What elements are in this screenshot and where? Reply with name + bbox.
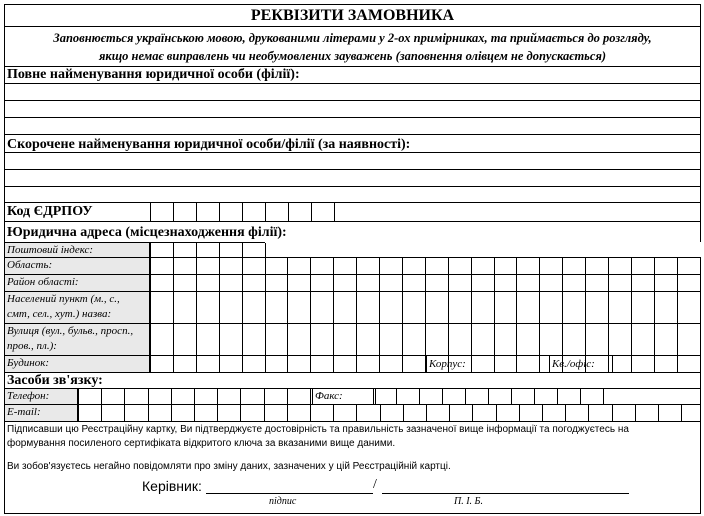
grid-cell-divider	[356, 324, 357, 355]
grid-cell-divider	[419, 389, 420, 404]
grid-cell-divider	[494, 275, 495, 291]
grid-cell-divider	[242, 356, 243, 372]
grid-cell-divider	[488, 389, 489, 404]
grid-cell-divider	[448, 356, 449, 372]
grid-cell-divider	[448, 258, 449, 274]
grid-cell-divider	[379, 356, 380, 372]
phone-fax-row	[5, 389, 700, 405]
grid-cell-divider	[242, 324, 243, 355]
building-label: Будинок:	[5, 356, 150, 372]
grid-cell-divider	[333, 292, 334, 323]
grid-cell-divider	[516, 324, 517, 355]
grid-cell-divider	[217, 405, 218, 421]
grid-cell-divider	[631, 356, 632, 372]
grid-cell-divider	[700, 258, 701, 274]
grid-cell-divider	[681, 405, 682, 421]
grid-cell-divider	[677, 275, 678, 291]
grid-cell-divider	[539, 275, 540, 291]
edrpou-cell-divider	[150, 203, 151, 221]
full-name-field-line-3[interactable]	[5, 118, 700, 135]
grid-cell-divider	[310, 275, 311, 291]
grid-cell-divider	[585, 324, 586, 355]
grid-cell-divider	[496, 405, 497, 421]
confirmation-note	[7, 423, 629, 451]
grid-cell-divider	[310, 292, 311, 323]
grid-cell-divider	[471, 275, 472, 291]
grid-cell-divider	[219, 356, 220, 372]
grid-cell-divider	[516, 356, 517, 372]
grid-cell-divider	[539, 356, 540, 372]
grid-cell-divider	[379, 258, 380, 274]
grid-cell-divider	[677, 324, 678, 355]
grid-cell-divider	[219, 243, 220, 257]
email-label: E-mail:	[5, 405, 78, 421]
grid-cell-divider	[539, 258, 540, 274]
grid-cell-divider	[700, 292, 701, 323]
grid-cell-divider	[287, 258, 288, 274]
grid-cell-divider	[379, 275, 380, 291]
edrpou-cell-divider	[265, 203, 266, 221]
short-name-field-line-1[interactable]	[5, 153, 700, 170]
grid-cell-divider	[173, 356, 174, 372]
grid-cell-divider	[562, 292, 563, 323]
grid-cell-divider	[425, 324, 426, 355]
grid-cell-divider	[380, 405, 381, 421]
grid-cell-divider	[631, 292, 632, 323]
grid-cell-divider	[124, 389, 125, 404]
grid-cell-divider	[534, 389, 535, 404]
street-label-line-2: пров., пл.):	[7, 340, 57, 352]
fax-label: Факс:	[312, 389, 376, 404]
grid-cell-divider	[356, 356, 357, 372]
grid-cell-divider	[603, 389, 604, 404]
grid-cell-divider	[585, 275, 586, 291]
edrpou-cell-divider	[219, 203, 220, 221]
grid-cell-divider	[333, 258, 334, 274]
grid-cell-divider	[242, 243, 243, 257]
grid-cell-divider	[287, 356, 288, 372]
short-name-field-line-2[interactable]	[5, 170, 700, 187]
street-label	[5, 324, 150, 355]
instructions-line-1: Заповнюється українською мовою, друкованими літерами у 2-ох примірниках, та приймається до розгляду,	[53, 31, 652, 45]
grid-cell-divider	[310, 324, 311, 355]
grid-cell-divider	[700, 324, 701, 355]
district-row	[5, 275, 700, 292]
grid-cell-divider	[264, 389, 265, 404]
grid-cell-divider	[519, 405, 520, 421]
grid-cell-divider	[654, 275, 655, 291]
grid-cell-divider	[310, 389, 311, 404]
grid-cell-divider	[265, 275, 266, 291]
grid-cell-divider	[150, 258, 151, 274]
region-row	[5, 258, 700, 275]
grid-cell-divider	[677, 356, 678, 372]
grid-cell-divider	[425, 275, 426, 291]
postal-index-empty-area	[265, 242, 701, 258]
email-row	[5, 405, 700, 422]
address-label: Юридична адреса (місцезнаходження філії):	[7, 225, 287, 240]
form-instructions	[5, 27, 700, 67]
grid-cell-divider	[240, 405, 241, 421]
grid-cell-divider	[171, 389, 172, 404]
edrpou-row	[5, 203, 700, 222]
grid-cell-divider	[562, 324, 563, 355]
grid-cell-divider	[448, 292, 449, 323]
grid-cell-divider	[585, 258, 586, 274]
grid-cell-divider	[219, 292, 220, 323]
grid-cell-divider	[471, 324, 472, 355]
grid-cell-divider	[379, 292, 380, 323]
grid-cell-divider	[677, 292, 678, 323]
short-name-label: Скорочене найменування юридичної особи/філії (за наявності):	[5, 135, 700, 153]
name-caption: П. І. Б.	[454, 496, 483, 507]
grid-cell-divider	[471, 258, 472, 274]
grid-cell-divider	[287, 275, 288, 291]
grid-cell-divider	[658, 405, 659, 421]
grid-cell-divider	[150, 356, 151, 372]
grid-cell-divider	[562, 258, 563, 274]
form-title: РЕКВІЗИТИ ЗАМОВНИКА	[5, 5, 700, 27]
grid-cell-divider	[265, 258, 266, 274]
grid-cell-divider	[562, 356, 563, 372]
grid-cell-divider	[240, 389, 241, 404]
grid-cell-divider	[310, 405, 311, 421]
grid-cell-divider	[287, 389, 288, 404]
edrpou-cell-divider	[334, 203, 335, 221]
grid-cell-divider	[265, 292, 266, 323]
grid-cell-divider	[425, 258, 426, 274]
edrpou-cell-divider	[242, 203, 243, 221]
grid-cell-divider	[194, 389, 195, 404]
grid-cell-divider	[219, 258, 220, 274]
grid-cell-divider	[402, 275, 403, 291]
grid-cell-divider	[173, 258, 174, 274]
grid-cell-divider	[654, 292, 655, 323]
grid-cell-divider	[150, 324, 151, 355]
grid-cell-divider	[171, 405, 172, 421]
grid-cell-divider	[565, 405, 566, 421]
edrpou-label: Код ЄДРПОУ	[7, 204, 93, 219]
grid-cell-divider	[217, 389, 218, 404]
grid-cell-divider	[585, 292, 586, 323]
grid-cell-divider	[196, 292, 197, 323]
grid-cell-divider	[403, 405, 404, 421]
grid-cell-divider	[287, 324, 288, 355]
short-name-field-line-3[interactable]	[5, 187, 700, 203]
grid-cell-divider	[471, 292, 472, 323]
grid-cell-divider	[580, 389, 581, 404]
region-label: Область:	[5, 258, 150, 274]
grid-cell-divider	[654, 324, 655, 355]
grid-cell-divider	[173, 292, 174, 323]
grid-cell-divider	[539, 292, 540, 323]
grid-cell-divider	[265, 324, 266, 355]
grid-cell-divider	[356, 275, 357, 291]
grid-cell-divider	[585, 356, 586, 372]
confirmation-note-line-2: формування посиленого сертифіката відкритого ключа за вказаними вище даними.	[7, 438, 396, 449]
grid-cell-divider	[494, 258, 495, 274]
grid-cell-divider	[333, 324, 334, 355]
confirmation-note-line-1: Підписавши цю Реєстраційну картку, Ви підтверджуєте достовірність та правильність зазначеної вище інформації та погоджуєтесь на	[7, 424, 629, 435]
full-name-field-line-1[interactable]	[5, 84, 700, 101]
grid-cell-divider	[78, 389, 79, 404]
grid-cell-divider	[356, 258, 357, 274]
grid-cell-divider	[196, 356, 197, 372]
grid-cell-divider	[356, 292, 357, 323]
grid-cell-divider	[654, 356, 655, 372]
street-row	[5, 324, 700, 356]
edrpou-cell-divider	[173, 203, 174, 221]
grid-cell-divider	[425, 356, 426, 372]
grid-cell-divider	[465, 389, 466, 404]
grid-cell-divider	[194, 405, 195, 421]
grid-cell-divider	[631, 324, 632, 355]
signature-field[interactable]	[206, 478, 373, 494]
grid-cell-divider	[539, 324, 540, 355]
full-name-field-line-2[interactable]	[5, 101, 700, 118]
grid-cell-divider	[631, 258, 632, 274]
phone-label: Телефон:	[5, 389, 78, 404]
grid-cell-divider	[196, 258, 197, 274]
registration-form	[4, 4, 701, 514]
grid-cell-divider	[562, 275, 563, 291]
signature-slash: /	[373, 477, 377, 492]
corpus-label: Корпус:	[426, 356, 495, 372]
grid-cell-divider	[425, 292, 426, 323]
grid-cell-divider	[426, 405, 427, 421]
grid-cell-divider	[219, 324, 220, 355]
grid-cell-divider	[516, 258, 517, 274]
grid-cell-divider	[402, 292, 403, 323]
grid-cell-divider	[196, 324, 197, 355]
street-label-line-1: Вулиця (вул., бульв., просп.,	[7, 325, 134, 337]
grid-cell-divider	[449, 405, 450, 421]
grid-cell-divider	[402, 258, 403, 274]
grid-cell-divider	[542, 405, 543, 421]
grid-cell-divider	[635, 405, 636, 421]
edrpou-cell-divider	[288, 203, 289, 221]
signature-caption: підпис	[269, 496, 297, 507]
contacts-label: Засоби зв'язку:	[5, 373, 700, 389]
grid-cell-divider	[612, 405, 613, 421]
grid-cell-divider	[242, 258, 243, 274]
grid-cell-divider	[196, 243, 197, 257]
grid-cell-divider	[700, 275, 701, 291]
grid-cell-divider	[402, 324, 403, 355]
grid-cell-divider	[448, 324, 449, 355]
grid-cell-divider	[494, 292, 495, 323]
apartment-label: Кв./офіс:	[549, 356, 613, 372]
edrpou-cell-divider	[196, 203, 197, 221]
grid-cell-divider	[196, 275, 197, 291]
grid-cell-divider	[310, 258, 311, 274]
postal-index-label: Поштовий індекс:	[5, 243, 150, 257]
grid-cell-divider	[373, 389, 374, 404]
grid-cell-divider	[242, 275, 243, 291]
grid-cell-divider	[101, 405, 102, 421]
head-label: Керівник:	[142, 478, 202, 494]
grid-cell-divider	[494, 356, 495, 372]
building-row	[5, 356, 700, 373]
grid-cell-divider	[516, 292, 517, 323]
district-label: Район області:	[5, 275, 150, 291]
grid-cell-divider	[494, 324, 495, 355]
grid-cell-divider	[173, 243, 174, 257]
grid-cell-divider	[265, 356, 266, 372]
grid-cell-divider	[379, 324, 380, 355]
grid-cell-divider	[150, 292, 151, 323]
grid-cell-divider	[608, 275, 609, 291]
grid-cell-divider	[101, 389, 102, 404]
grid-cell-divider	[173, 324, 174, 355]
grid-cell-divider	[242, 292, 243, 323]
phone-fax-empty-area	[603, 389, 700, 404]
name-field[interactable]	[382, 478, 629, 494]
grid-cell-divider	[150, 243, 151, 257]
grid-cell-divider	[511, 389, 512, 404]
grid-cell-divider	[472, 405, 473, 421]
instructions-line-2: якщо немає виправлень чи необумовлених зауважень (заповнення олівцем не допускається)	[98, 49, 607, 63]
grid-cell-divider	[173, 275, 174, 291]
grid-cell-divider	[287, 292, 288, 323]
grid-cell-divider	[333, 356, 334, 372]
grid-cell-divider	[442, 389, 443, 404]
grid-cell-divider	[333, 405, 334, 421]
grid-cell-divider	[265, 243, 266, 257]
grid-cell-divider	[448, 275, 449, 291]
grid-cell-divider	[402, 356, 403, 372]
grid-cell-divider	[557, 389, 558, 404]
grid-cell-divider	[654, 258, 655, 274]
grid-cell-divider	[264, 405, 265, 421]
grid-cell-divider	[396, 389, 397, 404]
settlement-label	[5, 292, 150, 323]
postal-index-row	[5, 242, 700, 258]
grid-cell-divider	[78, 405, 79, 421]
grid-cell-divider	[516, 275, 517, 291]
grid-cell-divider	[608, 356, 609, 372]
notification-note: Ви зобов'язуєтесь негайно повідомляти про зміну даних, зазначених у цій Реєстраційній картці.	[7, 461, 451, 472]
edrpou-cell-divider	[311, 203, 312, 221]
settlement-label-line-1: Населений пункт (м., с.,	[7, 293, 120, 305]
grid-cell-divider	[608, 292, 609, 323]
grid-cell-divider	[148, 405, 149, 421]
grid-cell-divider	[310, 356, 311, 372]
grid-cell-divider	[356, 405, 357, 421]
grid-cell-divider	[631, 275, 632, 291]
grid-cell-divider	[588, 405, 589, 421]
grid-cell-divider	[700, 356, 701, 372]
grid-cell-divider	[219, 275, 220, 291]
grid-cell-divider	[150, 275, 151, 291]
grid-cell-divider	[333, 275, 334, 291]
grid-cell-divider	[608, 258, 609, 274]
settlement-label-line-2: смт, сел., хут.) назва:	[7, 308, 112, 320]
grid-cell-divider	[124, 405, 125, 421]
full-name-label: Повне найменування юридичної особи (філії):	[5, 67, 700, 84]
grid-cell-divider	[677, 258, 678, 274]
grid-cell-divider	[471, 356, 472, 372]
grid-cell-divider	[287, 405, 288, 421]
grid-cell-divider	[148, 389, 149, 404]
settlement-row	[5, 292, 700, 324]
grid-cell-divider	[608, 324, 609, 355]
